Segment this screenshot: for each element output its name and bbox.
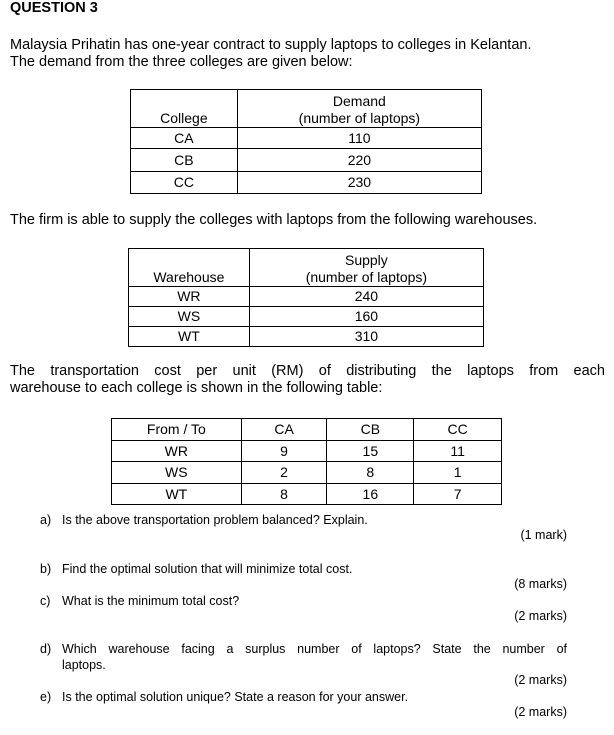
supply-value: 240 [249, 287, 483, 307]
intro-line-1: Malaysia Prihatin has one-year contract to supply laptops to colleges in Kelantan. [10, 37, 532, 53]
supply-intro: The firm is able to supply the colleges with laptops from the following warehouses. [10, 212, 538, 228]
cost-cell: 1 [414, 462, 502, 484]
cost-header-cc: CC [414, 419, 502, 441]
question-a-label: a) [40, 513, 52, 527]
supply-header-line-1: Supply [344, 252, 388, 268]
demand-header-line-1: Demand [332, 93, 386, 109]
cost-cell: 2 [241, 462, 327, 484]
demand-value-header [237, 90, 481, 128]
cost-cell: 15 [327, 441, 414, 462]
intro-paragraph [10, 37, 605, 71]
question-e-label: e) [40, 690, 52, 704]
demand-value: 110 [237, 128, 481, 149]
table-row [112, 441, 502, 462]
supply-warehouse-header: Warehouse [129, 249, 250, 287]
cost-header-cb: CB [327, 419, 414, 441]
warehouse-name: WR [129, 287, 250, 307]
table-row [112, 484, 502, 505]
question-heading: QUESTION 3 [10, 0, 98, 16]
table-row [131, 128, 482, 149]
question-c-label: c) [40, 594, 51, 608]
cost-cell: 9 [241, 441, 327, 462]
cost-cell: 8 [327, 462, 414, 484]
cost-row-label: WT [112, 484, 242, 505]
question-a-marks: (1 mark) [520, 528, 567, 542]
question-d-label: d) [40, 642, 52, 656]
college-name: CA [131, 128, 238, 149]
cost-header-ca: CA [241, 419, 327, 441]
cost-header-from-to: From / To [112, 419, 242, 441]
table-row [131, 149, 482, 172]
question-c [40, 593, 567, 609]
table-row [129, 287, 484, 307]
supply-value: 160 [249, 307, 483, 327]
question-a [40, 512, 567, 528]
supply-value: 310 [249, 327, 483, 347]
table-row [131, 172, 482, 194]
cost-row-label: WR [112, 441, 242, 462]
demand-header-line-2: (number of laptops) [298, 110, 421, 126]
table-row [112, 462, 502, 484]
question-d-text: Which warehouse facing a surplus number of laptops? State the number of [62, 642, 567, 656]
supply-table-header [129, 249, 484, 287]
question-c-marks: (2 marks) [514, 609, 567, 623]
demand-table [130, 89, 482, 194]
question-d-line-1 [40, 641, 567, 657]
supply-value-header [249, 249, 483, 287]
cost-intro [10, 363, 605, 397]
cost-cell: 16 [327, 484, 414, 505]
intro-line-2: The demand from the three colleges are given below: [10, 54, 353, 70]
college-name: CC [131, 172, 238, 194]
cost-table-header [112, 419, 502, 441]
cost-row-label: WS [112, 462, 242, 484]
cost-intro-line-1: The transportation cost per unit (RM) of distributing the laptops from each [10, 363, 605, 379]
table-row [129, 327, 484, 347]
cost-cell: 7 [414, 484, 502, 505]
question-b-label: b) [40, 562, 52, 576]
cost-table [111, 418, 502, 505]
question-b [40, 561, 567, 577]
question-e [40, 689, 567, 705]
warehouse-name: WS [129, 307, 250, 327]
question-e-marks: (2 marks) [514, 705, 567, 719]
question-d-line-2: laptops. [62, 658, 106, 672]
cost-cell: 11 [414, 441, 502, 462]
question-d-marks: (2 marks) [514, 673, 567, 687]
question-d [40, 641, 567, 673]
demand-college-header: College [131, 90, 238, 128]
cost-intro-line-2: warehouse to each college is shown in the following table: [10, 380, 383, 396]
question-e-text: Is the optimal solution unique? State a reason for your answer. [62, 690, 409, 704]
supply-header-line-2: (number of laptops) [305, 269, 428, 285]
question-c-text: What is the minimum total cost? [62, 594, 240, 608]
college-name: CB [131, 149, 238, 172]
demand-value: 220 [237, 149, 481, 172]
question-b-text: Find the optimal solution that will minimize total cost. [62, 562, 353, 576]
question-b-marks: (8 marks) [514, 577, 567, 591]
question-a-text: Is the above transportation problem balanced? Explain. [62, 513, 368, 527]
cost-cell: 8 [241, 484, 327, 505]
warehouse-name: WT [129, 327, 250, 347]
table-row [129, 307, 484, 327]
demand-value: 230 [237, 172, 481, 194]
demand-table-header [131, 90, 482, 128]
supply-table [128, 248, 484, 347]
